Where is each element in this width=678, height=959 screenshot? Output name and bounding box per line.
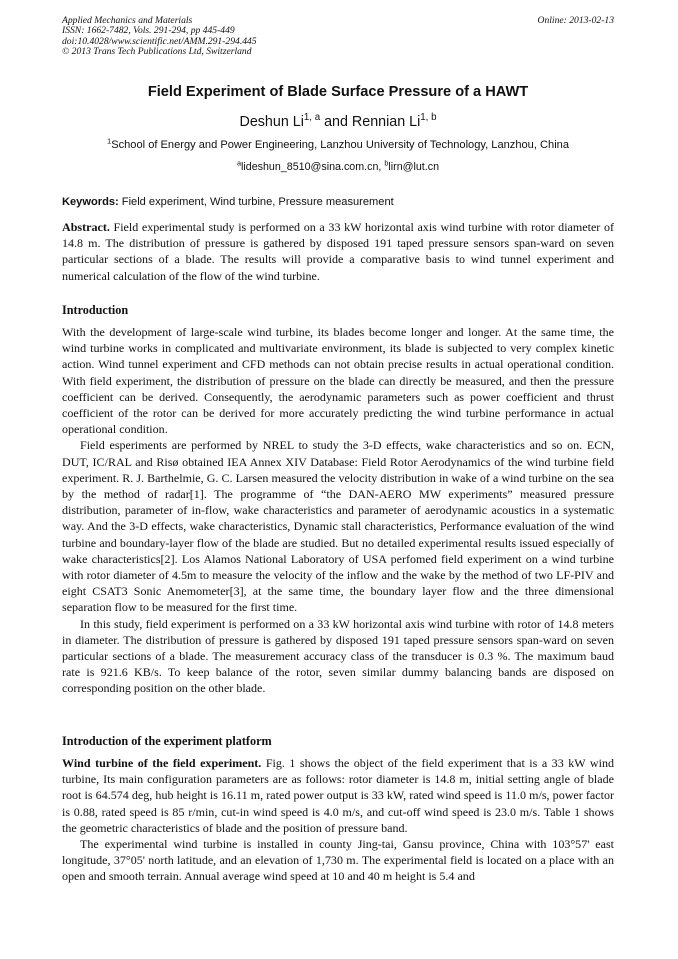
affiliation-text: School of Energy and Power Engineering, Lanzhou University of Technology, Lanzhou, China xyxy=(111,139,569,151)
author-1: Deshun Li xyxy=(239,114,304,130)
platform-paragraph-1 xyxy=(62,755,614,836)
intro-paragraph-2: Field esperiments are performed by NREL to study the 3-D effects, wake characteristics and so on. ECN, DUT, IC/RAL and Risø obtained IEA Annex XIV Database: Field Rotor Aerodynamics of the wind turbine field experiment. R. J. Barthelmie, G. C. Larsen measured the velocity distribution in wake of a wind turbine on the sea by the method of radar[1]. The programme of “the DAN-AERO MW experiments” measured pressure distribution, parameter of in-flow, wake characteristics and parameter of aerodynamic acoustics in a systematic way. And the 3-D effects, wake characteristics, Dynamic stall characteristics, Performance evaluation of the wind turbine and boundary-layer flow of the blade are studied. But no detailed experimental results issued especially of wake characteristics[2]. Los Alamos National Laboratory of USA perfomed field experiment on a wind turbine with rotor diameter of 4.5m to measure the velocity of the inflow and the wake by the method of two LF-PIV and eight CSAT3 Sonic Anemometer[3], at the same time, the boundary layer flow and the three dimensional separation flow to be measured for the first time. xyxy=(62,438,614,615)
introduction-heading: Introduction xyxy=(62,303,129,317)
keywords-label: Keywords: xyxy=(62,196,119,208)
paper-title: Field Experiment of Blade Surface Pressure of a HAWT xyxy=(147,84,529,100)
email-b: lirn@lut.cn xyxy=(388,161,440,173)
email-a-mark: a xyxy=(236,158,241,168)
platform-paragraph-2: The experimental wind turbine is installed in county Jing-tai, Gansu province, China with 103°57' east longitude, 37°05' north latitude, and an elevation of 1,730 m. The experimental field is located on a place with an open and smooth terrain. Annual average wind speed at 10 and 40 m height is 5.4 and xyxy=(62,837,614,884)
introduction-section xyxy=(62,324,614,697)
abstract-text: Field experimental study is performed on a 33 kW horizontal axis wind turbine with rotor diameter of 14.8 m. The distribution of pressure is gathered by disposed 191 taped pressure sensors span-ward on seven particular sections of a blade. The results will provide a comparative basis to wind tunnel experiment and numerical calculation of the flow of the wind turbine. xyxy=(62,220,614,283)
abstract-paragraph xyxy=(62,219,614,284)
author-conjunction: and xyxy=(320,114,352,130)
keywords-text: Field experiment, Wind turbine, Pressure measurement xyxy=(118,196,394,208)
journal-name: Applied Mechanics and Materials xyxy=(62,15,193,26)
email-b-mark: b xyxy=(384,158,389,168)
journal-header xyxy=(62,16,614,58)
issn-line: ISSN: 1662-7482, Vols. 291-294, pp 445-449 xyxy=(62,25,235,37)
platform-section xyxy=(62,755,614,885)
affiliation-mark: 1 xyxy=(106,136,112,146)
copyright-line: © 2013 Trans Tech Publications Ltd, Switzerland xyxy=(62,46,252,58)
platform-heading: Introduction of the experiment platform xyxy=(62,734,272,748)
author-2: Rennian Li xyxy=(351,114,421,130)
affiliation xyxy=(62,138,614,152)
intro-paragraph-1: With the development of large-scale wind turbine, its blades become longer and longer. At the same time, the wind turbine works in complicated and multivariate environment, its blade is subjected to very complex kinetic action. Wind tunnel experiment and CFD methods can not obtain precise results in actual operational condition. With field experiment, the distribution of pressure on the blade can directly be measured, and then the pressure coefficient can be derived. Consequently, the aerodynamic parameters such as power coefficient and thrust coefficient of the rotor can be derived for more accurately predicting the wind turbine performance in actual operational condition. xyxy=(62,325,614,437)
platform-runin-heading: Wind turbine of the field experiment. xyxy=(62,756,262,770)
author-line xyxy=(62,114,614,130)
email-line xyxy=(62,160,614,174)
author-2-affiliation-mark: 1, b xyxy=(420,112,437,124)
intro-paragraph-3: In this study, field experiment is performed on a 33 kW horizontal axis wind turbine with rotor of 14.8 meters in diameter. The distribution of pressure is gathered by disposed 191 taped pressure sensors span-ward on seven particular sections of a blade. The measurement accuracy class of the transducer is 0.3 %. The maximum baud rate is 921.6 KB/s. To keep balance of the rotor, seven similar dummy balancing bands are disposed on corresponding position on the other blade. xyxy=(62,616,614,696)
keywords xyxy=(62,195,614,209)
email-a: lideshun_8510@sina.com.cn, xyxy=(241,161,385,173)
doi-line: doi:10.4028/www.scientific.net/AMM.291-294.445 xyxy=(62,35,257,47)
author-1-affiliation-mark: 1, a xyxy=(303,112,321,124)
platform-paragraph-1-text: Fig. 1 shows the object of the field experiment that is a 33 kW wind turbine, Its main configuration parameters are as follows: rotor diameter is 14.8 m, initial setting angle of blade root is 64.574 deg, hub height is 16.11 m, rated power output is 33 kW, rated wind speed is 11.0 m/s, power factor is 0.88, rated speed is 85 r/min, cut-in wind speed is 4.0 m/s, and cut-off wind speed is 23.0 m/s. Table 1 shows the geometric characteristics of blade and the position of pressure band. xyxy=(62,756,614,835)
online-date: Online: 2013-02-13 xyxy=(537,15,614,26)
abstract-label: Abstract. xyxy=(62,220,110,234)
abstract xyxy=(62,219,614,284)
